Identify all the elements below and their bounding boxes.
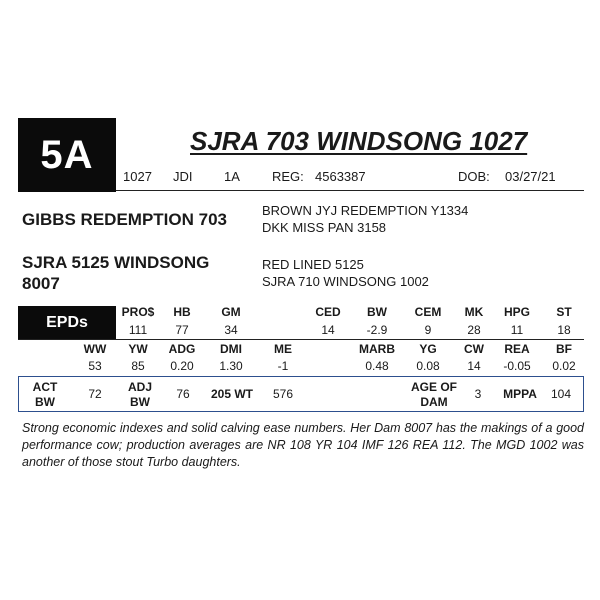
adj-bw-value: 76 (176, 387, 190, 401)
epd-header: CED (315, 305, 341, 319)
epd-value: 0.02 (552, 359, 576, 373)
epd-header: REA (504, 342, 530, 356)
mppa-label: MPPA (503, 387, 537, 401)
dam-name-line2: 8007 (22, 274, 60, 293)
epd-header: ADG (168, 342, 196, 356)
epd-header: GM (221, 305, 241, 319)
epd-header: PRO$ (121, 305, 155, 319)
age-dam-label-1: AGE OF (410, 380, 458, 394)
act-bw-label-1: ACT (32, 380, 58, 394)
epd-value: 0.08 (416, 359, 440, 373)
epd-value: 1.30 (219, 359, 243, 373)
epd-header: WW (83, 342, 107, 356)
wt205-label: 205 WT (210, 387, 254, 401)
epd-header: HPG (503, 305, 531, 319)
epd-value: 14 (467, 359, 481, 373)
epd-header: CEM (414, 305, 442, 319)
epd-value: 11 (510, 323, 524, 337)
epd-value: 77 (175, 323, 189, 337)
epd-value: -0.05 (503, 359, 531, 373)
dob-label: DOB: (458, 169, 490, 184)
tag-number: 1027 (123, 169, 152, 184)
act-bw-value: 72 (88, 387, 102, 401)
age-dam-label-2: DAM (420, 395, 448, 409)
dob-value: 03/27/21 (505, 169, 556, 184)
sire-sire: BROWN JYJ REDEMPTION Y1334 (262, 203, 469, 218)
epd-header: ST (556, 305, 572, 319)
epd-header: YG (419, 342, 437, 356)
epd-header: MARB (359, 342, 395, 356)
adj-bw-label-1: ADJ (127, 380, 153, 394)
dam-name-line1: SJRA 5125 WINDSONG (22, 253, 210, 272)
epd-header: YW (128, 342, 148, 356)
epds-divider (18, 339, 584, 340)
lot-number: 5A (18, 118, 116, 192)
animal-name: SJRA 703 WINDSONG 1027 (190, 126, 528, 156)
class-code: 1A (224, 169, 240, 184)
dam-dam: SJRA 710 WINDSONG 1002 (262, 274, 429, 289)
reg-label: REG: (272, 169, 304, 184)
dam-sire: RED LINED 5125 (262, 257, 364, 272)
performance-box (18, 376, 584, 412)
age-dam-value: 3 (474, 387, 482, 401)
epd-header: MK (464, 305, 484, 319)
act-bw-label-2: BW (35, 395, 55, 409)
epd-header: BF (556, 342, 572, 356)
epd-header: HB (173, 305, 191, 319)
epd-value: -2.9 (366, 323, 388, 337)
epd-value: -1 (277, 359, 289, 373)
description: Strong economic indexes and solid calving ease numbers. Her Dam 8007 has the makings of a good performance cow; production averages are NR 108 YR 104 IMF 126 REA 112. The MGD 1002 was another of those stout Turbo daughters. (22, 421, 584, 469)
epd-header: DMI (220, 342, 242, 356)
mppa-value: 104 (550, 387, 572, 401)
reg-number: 4563387 (315, 169, 366, 184)
epd-header: BW (367, 305, 387, 319)
epd-value: 0.48 (365, 359, 389, 373)
epd-value: 14 (321, 323, 335, 337)
dam-name (22, 252, 242, 294)
epd-header: CW (464, 342, 484, 356)
epd-value: 53 (88, 359, 102, 373)
epd-value: 85 (131, 359, 145, 373)
adj-bw-label-2: BW (130, 395, 150, 409)
epd-value: 18 (557, 323, 571, 337)
epds-label: EPDs (18, 306, 116, 339)
breeder-code: JDI (173, 169, 193, 184)
sire-name: GIBBS REDEMPTION 703 (22, 210, 227, 229)
epd-value: 9 (424, 323, 432, 337)
wt205-value: 576 (272, 387, 294, 401)
epd-header: ME (274, 342, 292, 356)
epd-value: 111 (128, 323, 148, 337)
sire-dam: DKK MISS PAN 3158 (262, 220, 387, 235)
epd-value: 0.20 (170, 359, 194, 373)
header-divider (116, 190, 584, 191)
epd-value: 28 (467, 323, 481, 337)
epd-value: 34 (224, 323, 238, 337)
